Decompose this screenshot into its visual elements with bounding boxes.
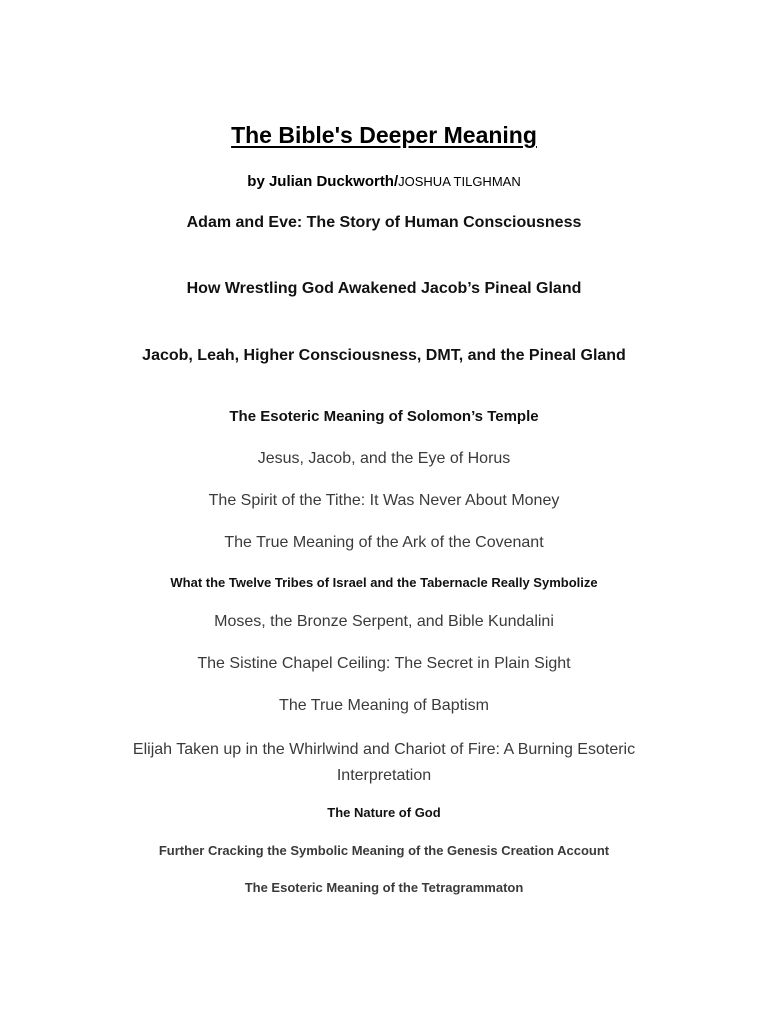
entry-genesis-creation: Further Cracking the Symbolic Meaning of the Genesis Creation Account <box>158 843 610 858</box>
author-name: by Julian Duckworth/ <box>247 173 399 190</box>
entry-nature-of-god: The Nature of God <box>327 805 441 820</box>
entry-ark-of-covenant: The True Meaning of the Ark of the Covenant <box>224 534 544 551</box>
entry-eye-of-horus: Jesus, Jacob, and the Eye of Horus <box>257 450 511 467</box>
entry-solomons-temple: The Esoteric Meaning of Solomon’s Temple <box>229 408 539 425</box>
entry-wrestling-god: How Wrestling God Awakened Jacob’s Pineal Gland <box>186 280 582 297</box>
entry-baptism: The True Meaning of Baptism <box>279 697 489 714</box>
entry-sistine-chapel: The Sistine Chapel Ceiling: The Secret in Plain Sight <box>197 655 571 672</box>
entry-tetragrammaton: The Esoteric Meaning of the Tetragrammaton <box>244 880 524 895</box>
entry-spirit-of-tithe: The Spirit of the Tithe: It Was Never About Money <box>208 492 560 509</box>
entry-jacob-leah: Jacob, Leah, Higher Consciousness, DMT, and the Pineal Gland <box>142 347 626 364</box>
document-title: The Bible's Deeper Meaning <box>231 122 537 148</box>
entry-bronze-serpent: Moses, the Bronze Serpent, and Bible Kundalini <box>214 613 554 630</box>
entry-twelve-tribes: What the Twelve Tribes of Israel and the Tabernacle Really Symbolize <box>170 575 598 590</box>
author-line <box>0 173 768 190</box>
co-author-name: JOSHUA TILGHMAN <box>398 174 521 189</box>
entry-adam-and-eve: Adam and Eve: The Story of Human Consciousness <box>186 214 582 231</box>
entry-elijah-whirlwind: Elijah Taken up in the Whirlwind and Chariot of Fire: A Burning Esoteric Interpretation <box>132 741 636 784</box>
